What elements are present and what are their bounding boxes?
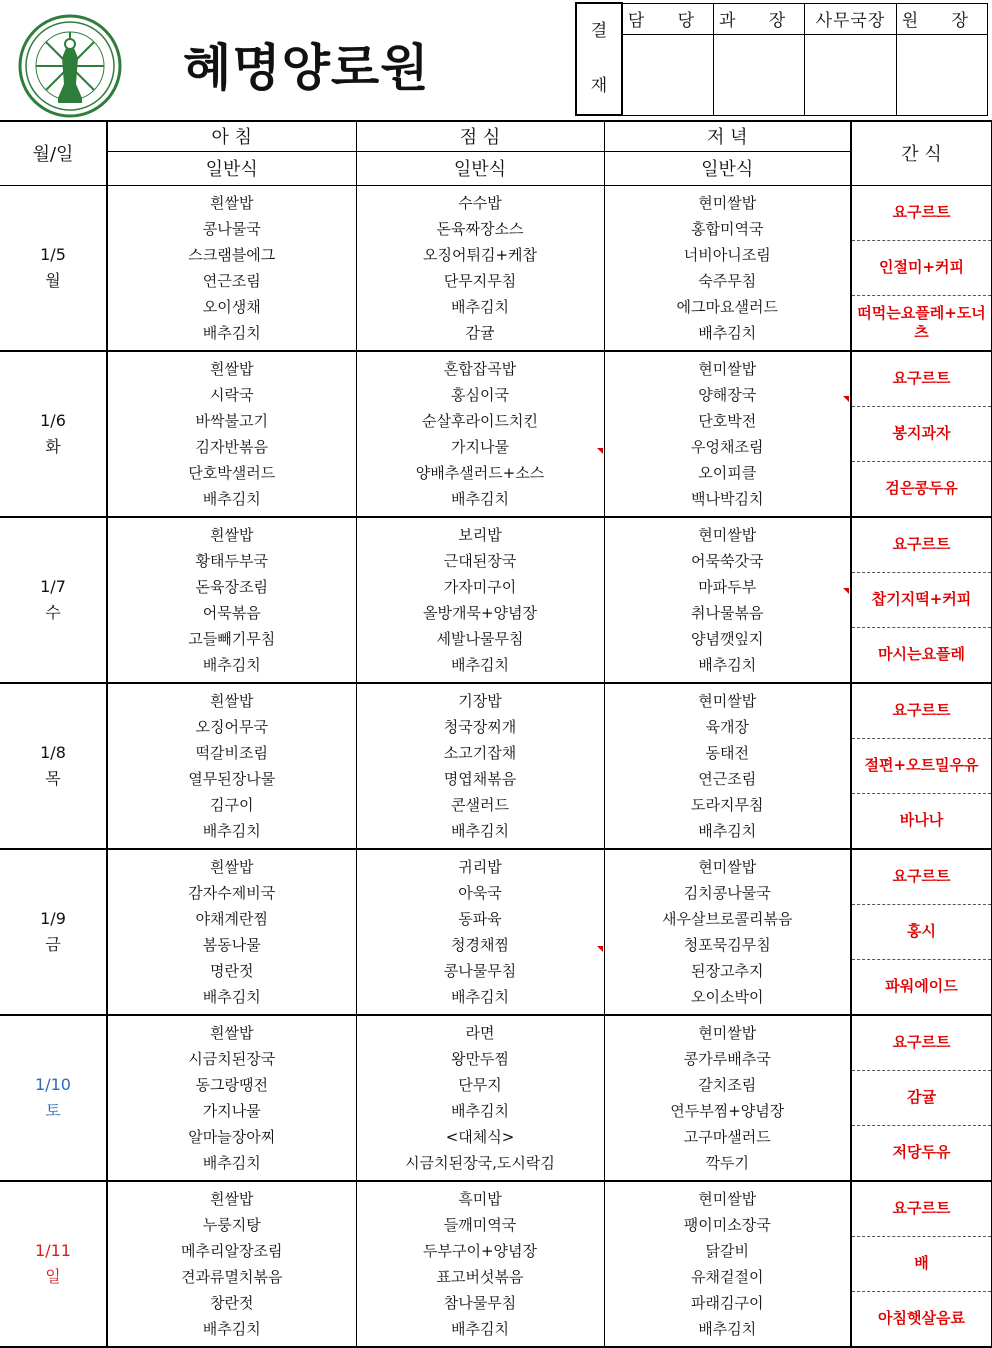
snack-item: 봉지과자 bbox=[852, 407, 991, 462]
lunch-item: 아욱국 bbox=[458, 883, 502, 902]
lunch-item: 콩나물무침 bbox=[443, 961, 517, 980]
lunch-item: 배추김치 bbox=[451, 987, 509, 1006]
day-cell bbox=[0, 1181, 107, 1347]
day-date: 1/9 bbox=[40, 908, 66, 928]
snack-cell bbox=[851, 1015, 992, 1181]
snack-item: 찹기지떡+커피 bbox=[852, 573, 991, 628]
day-cell bbox=[0, 1015, 107, 1181]
lunch-item: 들깨미역국 bbox=[443, 1215, 517, 1234]
lunch-item: 양배추샐러드+소스 bbox=[415, 463, 545, 482]
dinner-cell bbox=[604, 683, 851, 849]
header-breakfast bbox=[107, 121, 356, 151]
dinner-item: 현미쌀밥 bbox=[698, 359, 757, 378]
breakfast-item: 어묵볶음 bbox=[202, 603, 261, 622]
comment-marker-icon[interactable] bbox=[843, 588, 849, 594]
lunch-item: 소고기잡채 bbox=[443, 743, 517, 762]
breakfast-item: 배추김치 bbox=[202, 821, 261, 840]
day-weekday: 토 bbox=[45, 1100, 61, 1120]
header-lunch bbox=[356, 121, 604, 151]
snack-cell bbox=[851, 185, 992, 351]
breakfast-item: 단호박샐러드 bbox=[188, 463, 276, 482]
approval-side-label bbox=[576, 3, 622, 115]
lunch-item: 두부구이+양념장 bbox=[423, 1241, 537, 1260]
snack-cell bbox=[851, 517, 992, 683]
dinner-item: 김치콩나물국 bbox=[683, 883, 771, 902]
snack-item: 마시는요플레 bbox=[878, 645, 965, 663]
lunch-item: 수수밥 bbox=[458, 193, 502, 212]
dinner-item: 에그마요샐러드 bbox=[676, 297, 778, 316]
day-weekday: 수 bbox=[45, 602, 61, 622]
weekly-menu-table bbox=[0, 120, 992, 1348]
dinner-item: 백나박김치 bbox=[691, 489, 764, 508]
menu-body bbox=[0, 185, 992, 1347]
dinner-cell bbox=[604, 185, 851, 351]
dinner-item: 양념깻잎지 bbox=[691, 629, 764, 648]
dinner-cell bbox=[604, 1181, 851, 1347]
snack-item: 파워에이드 bbox=[885, 977, 958, 995]
snack-item: 요구르트 bbox=[852, 684, 991, 739]
dinner-item: 현미쌀밥 bbox=[698, 1023, 757, 1042]
dinner-item: 양해장국 bbox=[698, 385, 757, 404]
day-date: 1/11 bbox=[35, 1240, 71, 1260]
dinner-item: 콩가루배추국 bbox=[683, 1049, 771, 1068]
snack-item: 요구르트 bbox=[852, 518, 991, 573]
lunch-item: 보리밥 bbox=[458, 525, 502, 544]
snack-item: 절편+오트밀우유 bbox=[852, 739, 991, 794]
page-title: 혜명양로원 bbox=[183, 39, 430, 97]
breakfast-item: 감자수제비국 bbox=[188, 883, 276, 902]
breakfast-item: 김자반볶음 bbox=[195, 437, 268, 456]
dinner-item: 오이피클 bbox=[698, 463, 757, 482]
breakfast-item: 고들빼기무침 bbox=[188, 629, 276, 648]
approval-box bbox=[575, 2, 988, 116]
dinner-item: 깍두기 bbox=[705, 1153, 749, 1172]
day-row bbox=[0, 683, 992, 849]
lunch-item: 배추김치 bbox=[451, 821, 509, 840]
snack-cell bbox=[851, 683, 992, 849]
lunch-item: 명엽채볶음 bbox=[443, 769, 517, 788]
snack-item: 요구르트 bbox=[852, 850, 991, 905]
breakfast-cell bbox=[107, 849, 356, 1015]
breakfast-item: 명란젓 bbox=[210, 961, 254, 980]
lunch-cell bbox=[356, 1181, 604, 1347]
dinner-item: 현미쌀밥 bbox=[698, 691, 757, 710]
dinner-cell bbox=[604, 351, 851, 517]
day-cell bbox=[0, 849, 107, 1015]
dinner-item: 파래김구이 bbox=[691, 1293, 764, 1312]
lunch-item: 청경채찜 bbox=[451, 935, 509, 954]
approval-role-director: 원 장 bbox=[896, 3, 987, 34]
lunch-cell bbox=[356, 849, 604, 1015]
dinner-item: 홍합미역국 bbox=[691, 219, 764, 238]
diet-type-dinner: 일반식 bbox=[604, 151, 851, 185]
snack-item: 배 bbox=[852, 1237, 991, 1292]
snack-cell bbox=[851, 849, 992, 1015]
breakfast-item: 스크램블에그 bbox=[188, 245, 276, 264]
breakfast-item: 배추김치 bbox=[202, 323, 261, 342]
approval-sign-director[interactable] bbox=[896, 34, 987, 115]
dinner-item: 마파두부 bbox=[698, 577, 757, 596]
breakfast-cell bbox=[107, 351, 356, 517]
comment-marker-icon[interactable] bbox=[843, 396, 849, 402]
lunch-cell bbox=[356, 185, 604, 351]
dinner-item: 갈치조림 bbox=[698, 1075, 757, 1094]
day-date: 1/6 bbox=[40, 410, 66, 430]
breakfast-item: 흰쌀밥 bbox=[210, 1023, 254, 1042]
dinner-item: 연두부찜+양념장 bbox=[670, 1101, 785, 1120]
header-date: 월/일 bbox=[0, 121, 107, 185]
lunch-item: 콘샐러드 bbox=[451, 795, 509, 814]
lunch-item: 참나물무침 bbox=[443, 1293, 517, 1312]
breakfast-item: 창란젓 bbox=[210, 1293, 254, 1312]
snack-item: 요구르트 bbox=[852, 186, 991, 241]
snack-item: 아침햇살음료 bbox=[878, 1309, 965, 1327]
snack-item: 요구르트 bbox=[852, 1016, 991, 1071]
approval-sign-manager[interactable] bbox=[713, 34, 804, 115]
lunch-item: 배추김치 bbox=[451, 297, 509, 316]
dinner-item: 배추김치 bbox=[698, 655, 757, 674]
approval-side-bottom: 재 bbox=[590, 76, 608, 96]
breakfast-item: 오이생채 bbox=[202, 297, 261, 316]
lunch-item: 귀리밥 bbox=[458, 857, 502, 876]
approval-sign-staff[interactable] bbox=[622, 34, 713, 115]
lunch-item: 왕만두찜 bbox=[451, 1049, 509, 1068]
diet-type-breakfast: 일반식 bbox=[107, 151, 356, 185]
snack-item: 요구르트 bbox=[852, 1182, 991, 1237]
breakfast-item: 시금치된장국 bbox=[188, 1049, 276, 1068]
day-weekday: 금 bbox=[45, 934, 61, 954]
dinner-item: 닭갈비 bbox=[705, 1241, 749, 1260]
lunch-item: 기장밥 bbox=[458, 691, 502, 710]
breakfast-item: 배추김치 bbox=[202, 655, 261, 674]
lunch-item: 홍심이국 bbox=[451, 385, 509, 404]
dinner-item: 배추김치 bbox=[698, 1319, 757, 1338]
dinner-item: 고구마샐러드 bbox=[683, 1127, 771, 1146]
breakfast-item: 야채계란찜 bbox=[195, 909, 268, 928]
lunch-cell bbox=[356, 517, 604, 683]
dinner-item: 현미쌀밥 bbox=[698, 857, 757, 876]
breakfast-item: 오징어무국 bbox=[195, 717, 268, 736]
breakfast-item: 배추김치 bbox=[202, 987, 261, 1006]
header-breakfast-label: 아 침 bbox=[211, 127, 252, 149]
breakfast-item: 흰쌀밥 bbox=[210, 359, 254, 378]
dinner-item: 어묵쑥갓국 bbox=[691, 551, 764, 570]
breakfast-item: 메추리알장조림 bbox=[181, 1241, 283, 1260]
lunch-item: 가지나물 bbox=[451, 437, 509, 456]
approval-sign-office-director[interactable] bbox=[805, 34, 896, 115]
dinner-item: 현미쌀밥 bbox=[698, 525, 757, 544]
lunch-item: 배추김치 bbox=[451, 489, 509, 508]
snack-item: 떠먹는요플레+도너츠 bbox=[857, 303, 986, 341]
breakfast-item: 봄동나물 bbox=[202, 935, 261, 954]
header-lunch-label: 점 심 bbox=[459, 127, 501, 149]
breakfast-cell bbox=[107, 1015, 356, 1181]
snack-item: 저당두유 bbox=[892, 1143, 951, 1161]
breakfast-item: 시락국 bbox=[210, 385, 254, 404]
breakfast-cell bbox=[107, 517, 356, 683]
lunch-item: 오징어튀김+케찹 bbox=[423, 245, 537, 264]
emblem-logo bbox=[18, 14, 122, 118]
breakfast-item: 배추김치 bbox=[202, 489, 261, 508]
day-cell bbox=[0, 517, 107, 683]
lunch-cell bbox=[356, 351, 604, 517]
dinner-item: 팽이미소장국 bbox=[683, 1215, 771, 1234]
snack-item: 바나나 bbox=[899, 811, 944, 829]
breakfast-cell bbox=[107, 683, 356, 849]
day-cell bbox=[0, 351, 107, 517]
dinner-item: 동태전 bbox=[705, 743, 749, 762]
day-weekday: 목 bbox=[45, 768, 61, 788]
dinner-item: 육개장 bbox=[705, 717, 749, 736]
breakfast-item: 흰쌀밥 bbox=[210, 691, 254, 710]
dinner-item: 연근조림 bbox=[698, 769, 757, 788]
dinner-item: 숙주무침 bbox=[698, 271, 757, 290]
lunch-item: 라면 bbox=[465, 1023, 495, 1042]
breakfast-item: 가지나물 bbox=[202, 1101, 261, 1120]
lunch-item: 가자미구이 bbox=[443, 577, 517, 596]
dinner-item: 청포묵김무침 bbox=[683, 935, 771, 954]
breakfast-item: 알마늘장아찌 bbox=[188, 1127, 276, 1146]
dinner-item: 우엉채조림 bbox=[691, 437, 764, 456]
dinner-cell bbox=[604, 517, 851, 683]
lunch-cell bbox=[356, 1015, 604, 1181]
lunch-item: 시금치된장국,도시락김 bbox=[405, 1153, 555, 1172]
lunch-item: 배추김치 bbox=[451, 655, 509, 674]
dinner-item: 취나물볶음 bbox=[691, 603, 764, 622]
approval-side-top: 결 bbox=[590, 21, 608, 41]
approval-role-staff: 담 당 bbox=[622, 3, 713, 34]
lunch-item: 감귤 bbox=[465, 323, 495, 342]
header-dinner-label: 저 녁 bbox=[707, 127, 748, 149]
snack-item: 인절미+커피 bbox=[852, 241, 991, 296]
breakfast-item: 황태두부국 bbox=[195, 551, 268, 570]
dinner-cell bbox=[604, 1015, 851, 1181]
diet-type-lunch: 일반식 bbox=[356, 151, 604, 185]
day-cell bbox=[0, 683, 107, 849]
snack-cell bbox=[851, 1181, 992, 1347]
approval-role-manager: 과 장 bbox=[713, 3, 804, 34]
day-row bbox=[0, 517, 992, 683]
comment-marker-icon[interactable] bbox=[597, 946, 603, 952]
dinner-item: 현미쌀밥 bbox=[698, 193, 757, 212]
day-row bbox=[0, 849, 992, 1015]
day-row bbox=[0, 1015, 992, 1181]
snack-cell bbox=[851, 351, 992, 517]
lunch-cell bbox=[356, 683, 604, 849]
breakfast-item: 배추김치 bbox=[202, 1319, 261, 1338]
header-snack: 간 식 bbox=[851, 121, 992, 185]
breakfast-item: 배추김치 bbox=[202, 1153, 261, 1172]
lunch-item: 배추김치 bbox=[451, 1101, 509, 1120]
breakfast-item: 콩나물국 bbox=[202, 219, 261, 238]
day-row bbox=[0, 351, 992, 517]
lunch-item: 표고버섯볶음 bbox=[436, 1267, 524, 1286]
lunch-item: <대체식> bbox=[445, 1127, 515, 1146]
lunch-item: 단무지무침 bbox=[443, 271, 517, 290]
day-weekday: 일 bbox=[45, 1266, 61, 1286]
snack-item: 검은콩두유 bbox=[885, 479, 958, 497]
comment-marker-icon[interactable] bbox=[597, 448, 603, 454]
approval-role-office-director: 사무국장 bbox=[805, 3, 896, 34]
day-date: 1/7 bbox=[40, 576, 66, 596]
day-row bbox=[0, 185, 992, 351]
dinner-item: 너비아니조림 bbox=[683, 245, 771, 264]
breakfast-cell bbox=[107, 185, 356, 351]
snack-item: 감귤 bbox=[852, 1071, 991, 1126]
lunch-item: 흑미밥 bbox=[458, 1189, 502, 1208]
day-date: 1/5 bbox=[40, 244, 66, 264]
lunch-item: 혼합잡곡밥 bbox=[443, 359, 517, 378]
day-date: 1/10 bbox=[35, 1074, 71, 1094]
breakfast-item: 흰쌀밥 bbox=[210, 193, 254, 212]
day-cell bbox=[0, 185, 107, 351]
day-date: 1/8 bbox=[40, 742, 66, 762]
breakfast-item: 동그랑땡전 bbox=[195, 1075, 268, 1094]
dinner-item: 단호박전 bbox=[698, 411, 757, 430]
snack-item: 요구르트 bbox=[852, 352, 991, 407]
lunch-item: 청국장찌개 bbox=[443, 717, 517, 736]
lunch-item: 순살후라이드치킨 bbox=[422, 411, 538, 430]
breakfast-item: 흰쌀밥 bbox=[210, 1189, 254, 1208]
lunch-item: 단무지 bbox=[458, 1075, 502, 1094]
lunch-item: 세발나물무침 bbox=[436, 629, 524, 648]
dinner-item: 현미쌀밥 bbox=[698, 1189, 757, 1208]
breakfast-item: 견과류멸치볶음 bbox=[181, 1267, 283, 1286]
dinner-item: 유채겉절이 bbox=[691, 1267, 764, 1286]
dinner-item: 배추김치 bbox=[698, 323, 757, 342]
day-weekday: 월 bbox=[45, 270, 61, 290]
header-dinner bbox=[604, 121, 851, 151]
lunch-item: 돈육짜장소스 bbox=[436, 219, 524, 238]
dinner-item: 된장고추지 bbox=[691, 961, 764, 980]
breakfast-item: 열무된장나물 bbox=[188, 769, 276, 788]
breakfast-item: 떡갈비조림 bbox=[195, 743, 268, 762]
breakfast-item: 흰쌀밥 bbox=[210, 857, 254, 876]
lunch-item: 배추김치 bbox=[451, 1319, 509, 1338]
lunch-item: 올방개묵+양념장 bbox=[423, 603, 537, 622]
breakfast-item: 연근조림 bbox=[202, 271, 261, 290]
breakfast-item: 누룽지탕 bbox=[202, 1215, 261, 1234]
dinner-item: 도라지무침 bbox=[691, 795, 764, 814]
dinner-item: 배추김치 bbox=[698, 821, 757, 840]
dinner-item: 새우살브로콜리볶음 bbox=[662, 909, 793, 928]
breakfast-item: 김구이 bbox=[210, 795, 254, 814]
snack-item: 홍시 bbox=[852, 905, 991, 960]
breakfast-item: 돈육장조림 bbox=[195, 577, 268, 596]
day-row bbox=[0, 1181, 992, 1347]
dinner-cell bbox=[604, 849, 851, 1015]
breakfast-item: 흰쌀밥 bbox=[210, 525, 254, 544]
lunch-item: 근대된장국 bbox=[443, 551, 517, 570]
breakfast-item: 바싹불고기 bbox=[195, 411, 268, 430]
dinner-item: 오이소박이 bbox=[691, 987, 764, 1006]
lunch-item: 동파육 bbox=[458, 909, 502, 928]
day-weekday: 화 bbox=[45, 436, 61, 456]
breakfast-cell bbox=[107, 1181, 356, 1347]
